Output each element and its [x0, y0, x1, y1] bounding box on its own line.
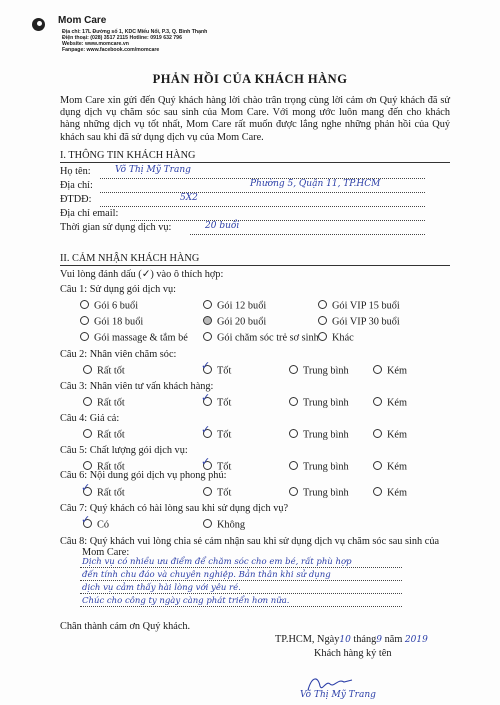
- radio-circle-icon: [201, 455, 212, 470]
- q3-option-poor[interactable]: Kém: [373, 397, 407, 409]
- name-label: Họ tên:: [60, 166, 91, 177]
- date-month[interactable]: 9: [376, 635, 383, 645]
- question-2-label: Câu 2: Nhân viên chăm sóc:: [60, 349, 177, 360]
- q8-answer-line-3[interactable]: dịch vụ cảm thấy hài lòng với yêu ré.: [82, 583, 241, 593]
- radio-circle-icon: [201, 359, 212, 374]
- q3-option-good-selected[interactable]: ✓ Tốt: [201, 391, 232, 409]
- q6-option-very-good-selected[interactable]: ✓ Rất tốt: [81, 481, 125, 499]
- phone-field[interactable]: 5X2: [180, 193, 198, 203]
- date-day[interactable]: 10: [339, 635, 351, 645]
- date-year-label: năm: [384, 634, 403, 645]
- address-label: Địa chỉ:: [60, 180, 93, 191]
- radio-circle-icon: [203, 519, 212, 528]
- radio-circle-icon: [201, 391, 212, 406]
- q7-option-yes-selected[interactable]: ✓ Có: [81, 513, 110, 531]
- signature-date: [275, 634, 428, 645]
- radio-circle-icon: [289, 429, 298, 438]
- question-8-label: Câu 8: Quý khách vui lòng chia sẻ cảm nhận sau khi sử dụng dịch vụ chăm sóc sau sinh của: [60, 536, 440, 547]
- date-month-label: tháng: [353, 634, 377, 645]
- answer-line: [80, 567, 402, 568]
- q6-option-good[interactable]: Tốt: [203, 487, 231, 499]
- radio-circle-icon: [203, 300, 212, 309]
- checkmark-icon: ✓: [201, 423, 211, 436]
- q2-option-poor[interactable]: Kém: [373, 365, 407, 377]
- checkmark-icon: ✓: [201, 359, 211, 372]
- radio-circle-icon: [289, 365, 298, 374]
- mom-care-logo: [32, 18, 45, 31]
- checkmark-icon: ✓: [201, 391, 211, 404]
- radio-circle-icon: [81, 513, 92, 528]
- radio-filled-icon: [203, 316, 212, 325]
- company-fanpage: Fanpage: www.facebook.com/momcare: [62, 47, 160, 53]
- q1-option-20-selected[interactable]: Gói 20 buổi: [203, 316, 266, 328]
- section-divider: [60, 162, 450, 163]
- q1-option-massage[interactable]: Gói massage & tắm bé: [80, 332, 188, 344]
- radio-circle-icon: [289, 487, 298, 496]
- radio-circle-icon: [289, 397, 298, 406]
- radio-circle-icon: [373, 487, 382, 496]
- section-customer-info-heading: I. THÔNG TIN KHÁCH HÀNG: [60, 150, 196, 161]
- q1-option-other[interactable]: Khác: [318, 332, 354, 344]
- q7-option-no[interactable]: Không: [203, 519, 245, 531]
- radio-circle-icon: [318, 300, 327, 309]
- question-6-label: Câu 6: Nội dung gói dịch vụ phong phú:: [60, 470, 227, 481]
- q5-option-poor[interactable]: Kém: [373, 461, 407, 473]
- usage-time-field-line: [190, 234, 425, 235]
- q1-option-12[interactable]: Gói 12 buổi: [203, 300, 266, 312]
- email-label: Địa chỉ email:: [60, 208, 119, 219]
- question-1-label: Câu 1: Sử dụng gói dịch vụ:: [60, 284, 176, 295]
- answer-line: [80, 606, 402, 607]
- question-8-label-cont: Mom Care:: [82, 547, 130, 558]
- question-3-label: Câu 3: Nhân viên tư vấn khách hàng:: [60, 381, 214, 392]
- radio-circle-icon: [318, 316, 327, 325]
- q4-option-poor[interactable]: Kém: [373, 429, 407, 441]
- q8-answer-line-2[interactable]: đến tính chu đáo và chuyên nghiệp. Bản thân khi sử dụng: [82, 570, 331, 580]
- question-4-label: Câu 4: Giá cả:: [60, 413, 120, 424]
- q3-option-very-good[interactable]: Rất tốt: [83, 397, 125, 409]
- checkmark-icon: ✓: [81, 481, 91, 494]
- brand-name: Mom Care: [58, 15, 107, 26]
- instruction-text: Vui lòng đánh dấu (✓) vào ô thích hợp:: [60, 269, 224, 280]
- page-title: PHẢN HỒI CỦA KHÁCH HÀNG: [152, 72, 348, 86]
- q5-option-average[interactable]: Trung bình: [289, 461, 349, 473]
- q1-option-vip15[interactable]: Gói VIP 15 buổi: [318, 300, 400, 312]
- intro-paragraph: Mom Care xin gửi đến Quý khách hàng lời chào trân trọng cùng lời cảm ơn Quý khách đã sử dụng dịch vụ chăm sóc sau sinh của Mom Care. Với mong ước luôn mang đến cho khách hàng những dịch vụ tốt nhất, Mom Care rất muốn được lắng nghe những phản hồi của Quý khách sau khi đã sử dụng dịch vụ của Mom Care.: [60, 95, 450, 143]
- section-feedback-heading: II. CẢM NHẬN KHÁCH HÀNG: [60, 253, 200, 264]
- name-field[interactable]: Võ Thị Mỹ Trang: [115, 165, 191, 175]
- radio-circle-icon: [203, 487, 212, 496]
- phone-label: ĐTDĐ:: [60, 194, 92, 205]
- question-7-label: Câu 7: Quý khách có hài lòng sau khi sử dụng dịch vụ?: [60, 503, 289, 514]
- question-5-label: Câu 5: Chất lượng gói dịch vụ:: [60, 445, 188, 456]
- q2-option-very-good[interactable]: Rất tốt: [83, 365, 125, 377]
- q4-option-good-selected[interactable]: ✓ Tốt: [201, 423, 232, 441]
- radio-circle-icon: [83, 461, 92, 470]
- radio-circle-icon: [373, 397, 382, 406]
- q5-option-very-good[interactable]: Rất tốt: [83, 461, 125, 473]
- signer-label: Khách hàng ký tên: [314, 648, 392, 659]
- radio-circle-icon: [83, 397, 92, 406]
- radio-circle-icon: [83, 365, 92, 374]
- q2-option-good-selected[interactable]: ✓ Tốt: [201, 359, 232, 377]
- q6-option-poor[interactable]: Kém: [373, 487, 407, 499]
- radio-circle-icon: [80, 300, 89, 309]
- radio-circle-icon: [289, 461, 298, 470]
- q6-option-average[interactable]: Trung bình: [289, 487, 349, 499]
- date-year[interactable]: 2019: [404, 635, 428, 645]
- usage-time-field[interactable]: 20 buổi: [205, 221, 240, 231]
- q1-option-newborn[interactable]: Gói chăm sóc trẻ sơ sinh: [203, 332, 319, 344]
- usage-time-label: Thời gian sử dụng dịch vụ:: [60, 222, 172, 233]
- radio-circle-icon: [373, 365, 382, 374]
- answer-line: [80, 593, 402, 594]
- radio-circle-icon: [201, 423, 212, 438]
- q4-option-very-good[interactable]: Rất tốt: [83, 429, 125, 441]
- radio-circle-icon: [373, 429, 382, 438]
- radio-circle-icon: [373, 461, 382, 470]
- q4-option-average[interactable]: Trung bình: [289, 429, 349, 441]
- q2-option-average[interactable]: Trung bình: [289, 365, 349, 377]
- email-field[interactable]: [130, 220, 425, 221]
- signature-name: Võ Thị Mỹ Trang: [300, 690, 376, 700]
- radio-circle-icon: [83, 429, 92, 438]
- radio-circle-icon: [80, 316, 89, 325]
- q3-option-average[interactable]: Trung bình: [289, 397, 349, 409]
- company-website: Website: www.momcare.vn: [62, 41, 129, 47]
- address-field[interactable]: Phường 5, Quận 11, TP.HCM: [250, 179, 381, 189]
- date-prefix: TP.HCM, Ngày: [275, 634, 340, 645]
- radio-circle-icon: [318, 332, 327, 341]
- checkmark-icon: ✓: [81, 513, 91, 526]
- q5-option-good-selected[interactable]: ✓ Tốt: [201, 455, 232, 473]
- closing-thanks: Chân thành cám ơn Quý khách.: [60, 621, 191, 632]
- q1-option-18[interactable]: Gói 18 buổi: [80, 316, 143, 328]
- company-phone: Điện thoại: (028) 3517 2115 Hotline: 0919 632 796: [62, 35, 182, 41]
- radio-circle-icon: [203, 332, 212, 341]
- q8-answer-line-1[interactable]: Dịch vụ có nhiều ưu điểm để chăm sóc cho em bé, rất phù hợp: [82, 557, 352, 567]
- q1-option-6[interactable]: Gói 6 buổi: [80, 300, 138, 312]
- q1-option-vip30[interactable]: Gói VIP 30 buổi: [318, 316, 400, 328]
- section-divider: [60, 265, 450, 266]
- phone-field-line: [100, 206, 425, 207]
- checkmark-icon: ✓: [201, 455, 211, 468]
- q8-answer-line-4[interactable]: Chúc cho công ty ngày càng phát triển hơn nữa.: [82, 596, 290, 606]
- radio-circle-icon: [81, 481, 92, 496]
- address-field-line: [100, 192, 425, 193]
- radio-circle-icon: [80, 332, 89, 341]
- answer-line: [80, 580, 402, 581]
- company-address: Địa chỉ: 17L Đường số 1, KDC Miếu Nổi, P.3, Q. Bình Thạnh: [62, 29, 208, 35]
